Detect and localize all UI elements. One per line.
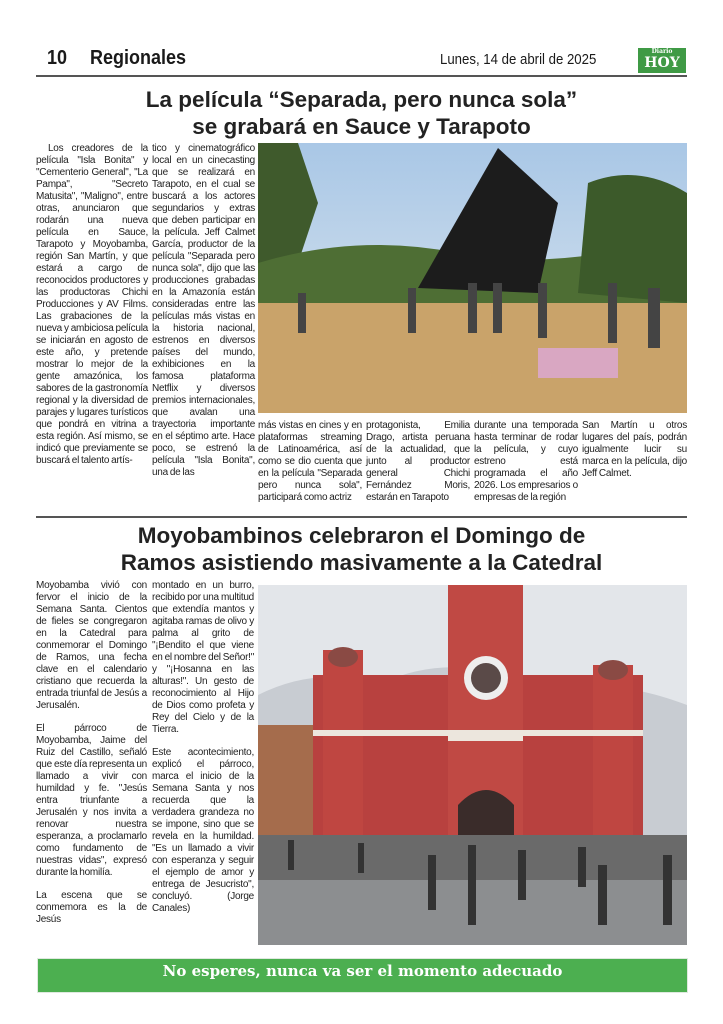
article1-column-4: protagonista, Emilia Drago, artista peruana de la actualidad, que junto al productor general Chichi Fernández Moris, estarán en Tarapoto bbox=[366, 420, 470, 503]
paragraph: montado en un burro, recibido por una multitud que extendía mantos y agitaba ramas de olivo y palma al grito de "¡Bendito el que viene en el nombre del Señor!" y "¡Hosanna en las alturas!". Un gesto de reconocimiento al Hijo de Dios como profeta y Rey del Cielo y de la Tierra. bbox=[152, 580, 254, 735]
article1-column-5: durante una temporada hasta terminar de rodar la película, y cuyo estreno está programada el año 2026. Los empresarios o empresas de la región bbox=[474, 420, 578, 503]
header-divider bbox=[36, 75, 687, 77]
article2-column-2 bbox=[152, 580, 254, 915]
article1-column-3: más vistas en cines y en plataformas streaming de Latinoamérica, así como se dio cuenta que en la película "Separada pero nunca sola", participará como actriz bbox=[258, 420, 362, 503]
cathedral-photo bbox=[258, 585, 687, 945]
logo-small-text: Diario bbox=[651, 48, 673, 55]
article1-headline bbox=[36, 86, 687, 140]
issue-date: Lunes, 14 de abril de 2025 bbox=[440, 51, 597, 68]
article1-column-6: San Martín u otros lugares del país, podrán igualmente lucir su marca en la película, dijo Jeff Calmet. bbox=[582, 420, 687, 479]
slogan-banner: No esperes, nunca va ser el momento adecuado bbox=[37, 958, 688, 993]
headline-line: Ramos asistiendo masivamente a la Catedral bbox=[120, 550, 603, 575]
page-number: 10 bbox=[47, 47, 68, 69]
headline-line: Moyobambinos celebraron el Domingo de bbox=[137, 523, 586, 548]
newspaper-logo bbox=[638, 48, 686, 73]
article1-column-2: tico y cinematográfico local en un cinecasting que se realizará en Tarapoto, en el cual se buscará a los actores segundarios y extras que deben participar en la película. Jeff Calmet García, productor de la película "Separada pero nunca sola", dijo que las producciones grabadas en la Amazonía están consideradas entre las películas más vistas en la historia nacional, estrenos en diversos países del mundo, exhibiciones en la famosa plataforma Netflix y diversos premios internacionales, que avalan una trayectoria importante en el séptimo arte. Hace poco, se estrenó la película "Isla Bonita", una de las bbox=[152, 143, 255, 478]
article1-column-1: Los creadores de la película "Isla Bonita" y "Cementerio General", "La Pampa", "Secreto Matusita", "Maligno", entre otras, anunciaron que rodarán una nueva película en Sauce, Tarapoto y Moyobamba, región San Martín, y que estará a cargo de reconocidos productores y las productoras Chichi Producciones y AV Films. Las grabaciones de la nueva y ambiciosa película se iniciarán en agosto de este año, y pretende mostrar lo mejor de la gente amazónica, los sabores de la gastronomía regional y la diversidad de parajes y lugares turísticos que pondrá en vitrina a esta región. Así mismo, se indicó que previamente se buscará el talento artís- bbox=[36, 143, 148, 466]
cathedral-image bbox=[258, 585, 687, 945]
paragraph: La escena que se conmemora es la de Jesús bbox=[36, 890, 147, 925]
film-set-photo bbox=[258, 143, 687, 413]
paragraph: Este acontecimiento, explicó el párroco, marca el inicio de la Semana Santa y nos recuerda que la verdadera grandeza no se impone, sino que se revela en la humildad. "Es un llamado a vivir con esperanza y seguir el ejemplo de amor y entrega de Jesucristo", concluyó. (Jorge Canales) bbox=[152, 747, 254, 914]
article2-column-1 bbox=[36, 580, 147, 926]
film-set-image bbox=[258, 143, 687, 413]
paragraph: Moyobamba vivió con fervor el inicio de la Semana Santa. Cientos de fieles se congregaron en la Catedral para conmemorar el Domingo de Ramos, una fecha clave en el calendario cristiano que recuerda la entrada triunfal de Jesús a Jerusalén. bbox=[36, 580, 147, 711]
article2-headline bbox=[36, 522, 687, 576]
logo-big-text: HOY bbox=[644, 55, 680, 71]
article-divider bbox=[36, 516, 687, 518]
headline-line: se grabará en Sauce y Tarapoto bbox=[192, 114, 531, 139]
headline-line: La película “Separada, pero nunca sola” bbox=[145, 87, 578, 112]
section-title: Regionales bbox=[90, 47, 187, 69]
paragraph: El párroco de Moyobamba, Jaime del Ruiz del Castillo, señaló que este día representa un llamado a vivir con humildad y fe. "Jesús entra triunfante a Jerusalén y nos invita a renovar nuestra esperanza, a proclamarlo como fundamento de nuestras vidas", expresó durante la homilía. bbox=[36, 723, 147, 878]
